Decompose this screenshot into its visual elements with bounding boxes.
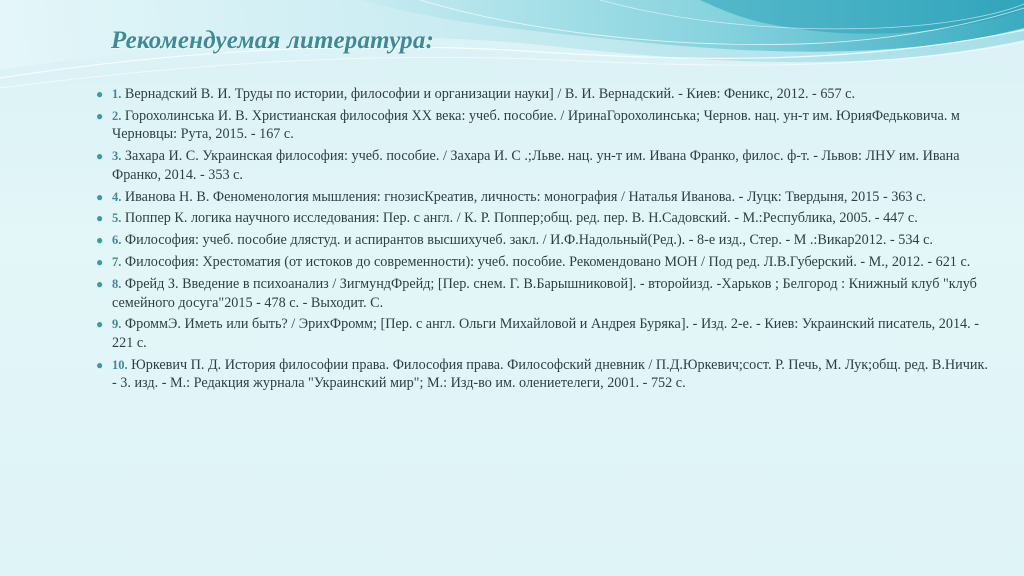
reference-number: 2. — [112, 108, 122, 123]
reference-text: Вернадский В. И. Труды по истории, философии и организации науки] / В. И. Вернадский. - Киев: Феникс, 2012. - 657 с. — [124, 86, 855, 102]
dot-bullet-icon: ● — [96, 108, 104, 123]
dot-bullet-icon: ● — [96, 149, 104, 164]
reference-text: Философия: Хрестоматия (от истоков до современности): учеб. пособие. Рекомендовано МОН / Под ред. Л.В.Губерский. - М., 2012. - 621 с. — [124, 254, 971, 271]
reference-text: Фрейд З. Введение в психоанализ / ЗигмундФрейд; [Пер. снем. Г. В.Барышниковой]. - второйизд. -Харьков ; Белгород : Книжный клуб "клуб семейного досуга"2015 - 478 с. - Выходит. С. — [112, 276, 977, 311]
reference-text: Горохолинська И. В. Христианская философия XX века: учеб. пособие. / ИринаГорохолинська; Чернов. нац. ун-т им. ЮрияФедьковича. м Черновцы: Рута, 2015. - 167 с. — [112, 107, 960, 143]
reference-text: Юркевич П. Д. История философии права. Философия права. Философский дневник / П.Д.Юркевич;сост. Р. Печь, М. Лук;общ. ред. В.Ничик. - 3. изд. - М.: Редакция журнала "Украинский мир"; М.: Изд-во им. олениетелеги, 2001. - 752 с. — [112, 356, 988, 392]
reference-number: 8. — [112, 277, 122, 292]
reference-number: 4. — [112, 189, 122, 204]
reference-number: 7. — [112, 255, 122, 270]
reference-number: 1. — [112, 87, 122, 101]
reference-number: 10. — [112, 357, 128, 372]
reference-list — [96, 85, 996, 396]
reference-text: Иванова Н. В. Феноменология мышления: гнозисКреатив, личность: монография / Наталья Иванова. - Луцк: Твердыня, 2015 - 363 с. — [124, 188, 926, 205]
dot-bullet-icon: ● — [96, 317, 104, 332]
reference-text: ФроммЭ. Иметь или быть? / ЭрихФромм; [Пер. с англ. Ольги Михайловой и Андрея Буряка]. - Изд. 2-е. - Киев: Украинский писатель, 2014. - 221 с. — [112, 316, 979, 351]
reference-item — [96, 231, 996, 249]
reference-item — [96, 147, 996, 184]
dot-bullet-icon: ● — [96, 189, 104, 204]
reference-item — [96, 107, 996, 144]
reference-item — [96, 253, 996, 271]
reference-number: 5. — [112, 211, 122, 226]
dot-bullet-icon: ● — [96, 255, 104, 270]
dot-bullet-icon: ● — [96, 87, 104, 101]
reference-item — [96, 209, 996, 227]
slide-title: Рекомендуемая литература: — [111, 27, 435, 54]
reference-item — [96, 85, 996, 103]
dot-bullet-icon: ● — [96, 357, 104, 372]
reference-text: Поппер К. логика научного исследования: Пер. с англ. / К. Р. Поппер;общ. ред. пер. В. Н.Садовский. - М.:Республика, 2005. - 447 с. — [124, 210, 918, 227]
reference-number: 9. — [112, 317, 122, 332]
dot-bullet-icon: ● — [96, 233, 104, 248]
reference-text: Захара И. С. Украинская философия: учеб. пособие. / Захара И. С .;Льве. нац. ун-т им. Ивана Франко, филос. ф-т. - Львов: ЛНУ им. Ивана Франко, 2014. - 353 с. — [112, 148, 960, 183]
reference-item — [96, 188, 996, 206]
reference-item — [96, 275, 996, 312]
reference-item — [96, 315, 996, 352]
reference-item — [96, 356, 996, 393]
dot-bullet-icon: ● — [96, 277, 104, 292]
dot-bullet-icon: ● — [96, 211, 104, 226]
reference-number: 6. — [112, 233, 122, 248]
reference-text: Философия: учеб. пособие длястуд. и аспирантов высшихучеб. закл. / И.Ф.Надольный(Ред.). - 8-е изд., Стер. - М .:Викар2012. - 534 с. — [124, 232, 933, 249]
reference-number: 3. — [112, 149, 122, 164]
